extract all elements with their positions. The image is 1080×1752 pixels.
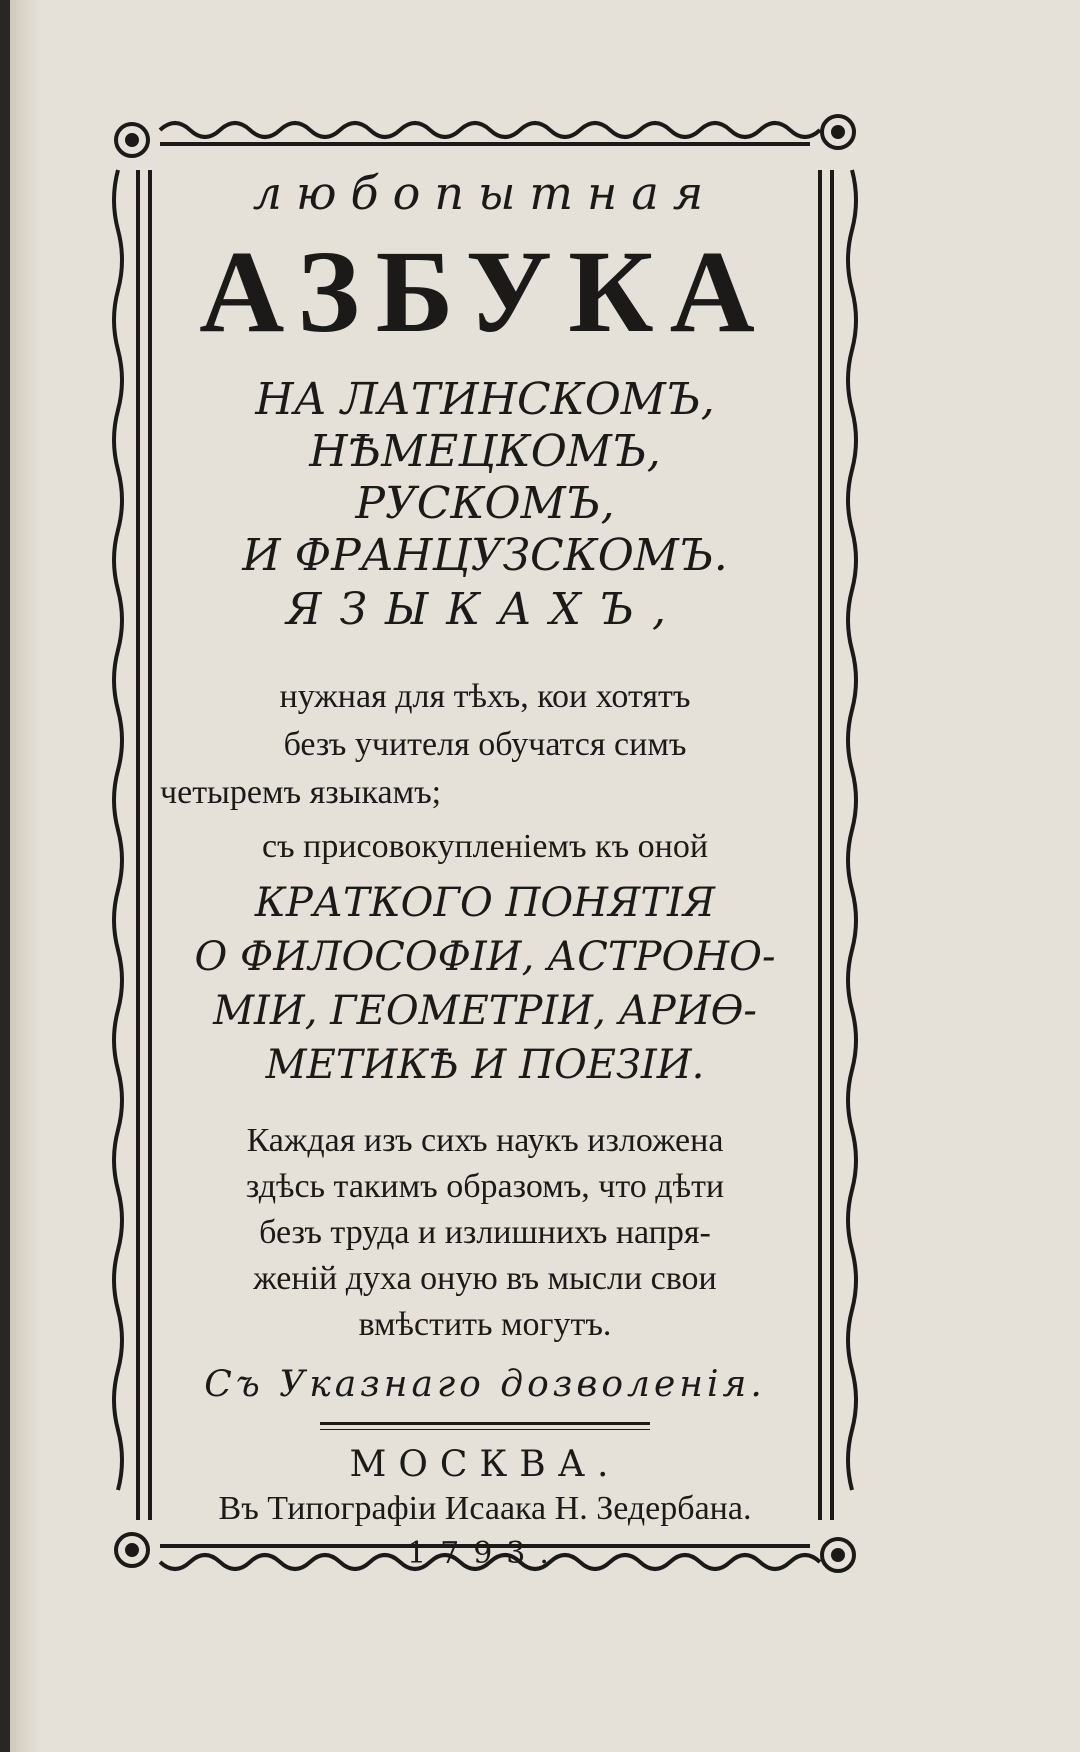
addition-line: съ присовокупленiемъ къ оной	[261, 828, 709, 865]
top-scroll-band	[160, 123, 820, 137]
language-line-3: РУСКОМЪ,	[355, 478, 615, 529]
title-adjective: любопытная	[252, 166, 718, 220]
ornamental-frame	[100, 100, 870, 1590]
permission-line: Съ Указнаго дозволенiя.	[204, 1364, 766, 1405]
sciences-line-2: О ФИЛОСОФIИ, АСТРОНО-	[194, 934, 776, 980]
imprint-printer: Въ Типографiи Исаака Н. Зедербана.	[218, 1490, 752, 1527]
method-line-3: безъ труда и излишнихъ напря-	[259, 1214, 711, 1251]
sciences-line-4: МЕТИКѢ И ПОЕЗIИ.	[265, 1042, 705, 1088]
right-scroll-band	[848, 170, 856, 1490]
left-scroll-band	[114, 170, 122, 1490]
method-line-4: женiй духа оную въ мысли свои	[253, 1260, 717, 1297]
main-title: АЗБУКА	[199, 226, 771, 357]
method-line-5: вмѣстить могутъ.	[358, 1306, 612, 1343]
corner-rosette-top-left	[116, 124, 148, 156]
title-page-text	[160, 160, 810, 1571]
purpose-line-1: нужная для тѣхъ, кои хотятъ	[279, 678, 691, 715]
imprint-rule	[320, 1422, 650, 1430]
purpose-line-3: четыремъ языкамъ;	[160, 774, 442, 811]
method-line-1: Каждая изъ сихъ наукъ изложена	[246, 1122, 724, 1159]
language-line-4: И ФРАНЦУЗСКОМЪ.	[242, 530, 728, 581]
corner-rosette-top-right	[822, 116, 854, 148]
language-line-2: НѢМЕЦКОМЪ,	[309, 426, 661, 477]
imprint-year: 1793.	[407, 1536, 563, 1571]
languages-word: ЯЗЫКАХЪ,	[286, 584, 684, 635]
sciences-line-1: КРАТКОГО ПОНЯТIЯ	[254, 880, 716, 926]
corner-rosette-bottom-right	[822, 1539, 854, 1571]
sciences-line-3: МIИ, ГЕОМЕТРIИ, АРИѲ-	[213, 988, 757, 1034]
purpose-line-2: безъ учителя обучатся симъ	[283, 726, 687, 763]
language-line-1: НА ЛАТИНСКОМЪ,	[255, 374, 715, 425]
corner-rosette-bottom-left	[116, 1534, 148, 1566]
method-line-2: здѣсь такимъ образомъ, что дѣти	[245, 1168, 725, 1205]
imprint-city: МОСКВА.	[349, 1444, 621, 1485]
page-gutter-shadow	[10, 0, 40, 1752]
